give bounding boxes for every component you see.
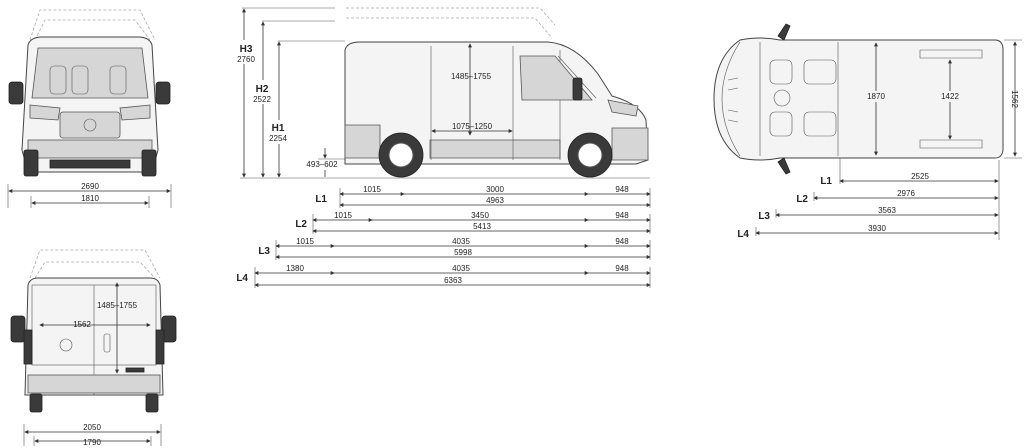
height-label-h2: H2 <box>255 84 269 95</box>
cargo-length-value-l4: 3930 <box>868 224 886 233</box>
side-cargo-height: 1485–1755 <box>450 72 492 81</box>
top-cargo-width: 1870 <box>867 92 885 101</box>
length-total-l2: 5413 <box>473 222 491 231</box>
cargo-length-label-l3: L3 <box>758 211 770 222</box>
height-value-h2: 2522 <box>253 95 271 104</box>
length-total-l1: 4963 <box>486 196 504 205</box>
rear-width-overall: 2050 <box>83 423 101 432</box>
rear-view <box>11 250 176 447</box>
front-width-track: 1810 <box>81 194 99 203</box>
cargo-length-label-l1: L1 <box>820 176 832 187</box>
front-view <box>8 10 171 208</box>
length-total-l3: 5998 <box>454 248 472 257</box>
length-label-l2: L2 <box>295 219 307 230</box>
height-label-h3: H3 <box>239 44 253 55</box>
top-view <box>714 24 1022 240</box>
length-wheelbase-l4: 4035 <box>452 264 470 273</box>
cargo-length-value-l3: 3563 <box>878 206 896 215</box>
cargo-length-row-l4 <box>737 224 998 240</box>
length-label-l3: L3 <box>258 246 270 257</box>
length-row-l2 <box>295 211 650 234</box>
side-view <box>226 8 650 288</box>
cargo-length-row-l3 <box>758 206 998 222</box>
cargo-length-row-l1 <box>820 158 998 187</box>
height-value-h3: 2760 <box>237 55 255 64</box>
load-sill-height: 493–602 <box>306 160 338 169</box>
rear-cargo-height: 1485–1755 <box>96 301 138 310</box>
height-label-h1: H1 <box>271 123 285 134</box>
length-row-l4 <box>236 264 650 288</box>
length-front-l1: 1015 <box>363 185 381 194</box>
length-wheelbase-l2: 3450 <box>471 211 489 220</box>
front-width-overall: 2690 <box>81 182 99 191</box>
top-door-width: 1562 <box>1010 90 1019 108</box>
cargo-length-label-l4: L4 <box>737 229 749 240</box>
side-door-width: 1075–1250 <box>451 122 493 131</box>
length-wheelbase-l1: 3000 <box>486 185 504 194</box>
length-label-l1: L1 <box>315 194 327 205</box>
length-front-l4: 1380 <box>286 264 304 273</box>
length-front-l2: 1015 <box>334 211 352 220</box>
cargo-length-value-l1: 2525 <box>911 172 929 181</box>
length-label-l4: L4 <box>236 273 248 284</box>
length-rear-l2: 948 <box>615 211 629 220</box>
length-rear-l3: 948 <box>615 237 629 246</box>
top-between-arches: 1422 <box>941 92 959 101</box>
length-front-l3: 1015 <box>296 237 314 246</box>
length-total-l4: 6363 <box>444 276 462 285</box>
length-row-l1 <box>315 185 650 208</box>
rear-door-width: 1562 <box>73 320 91 329</box>
height-value-h1: 2254 <box>269 134 287 143</box>
cargo-length-value-l2: 2976 <box>897 189 915 198</box>
length-rear-l1: 948 <box>615 185 629 194</box>
length-wheelbase-l3: 4035 <box>452 237 470 246</box>
cargo-length-row-l2 <box>796 189 998 205</box>
cargo-length-label-l2: L2 <box>796 194 808 205</box>
length-row-l3 <box>258 237 650 260</box>
rear-width-track: 1790 <box>83 438 101 447</box>
length-rear-l4: 948 <box>615 264 629 273</box>
